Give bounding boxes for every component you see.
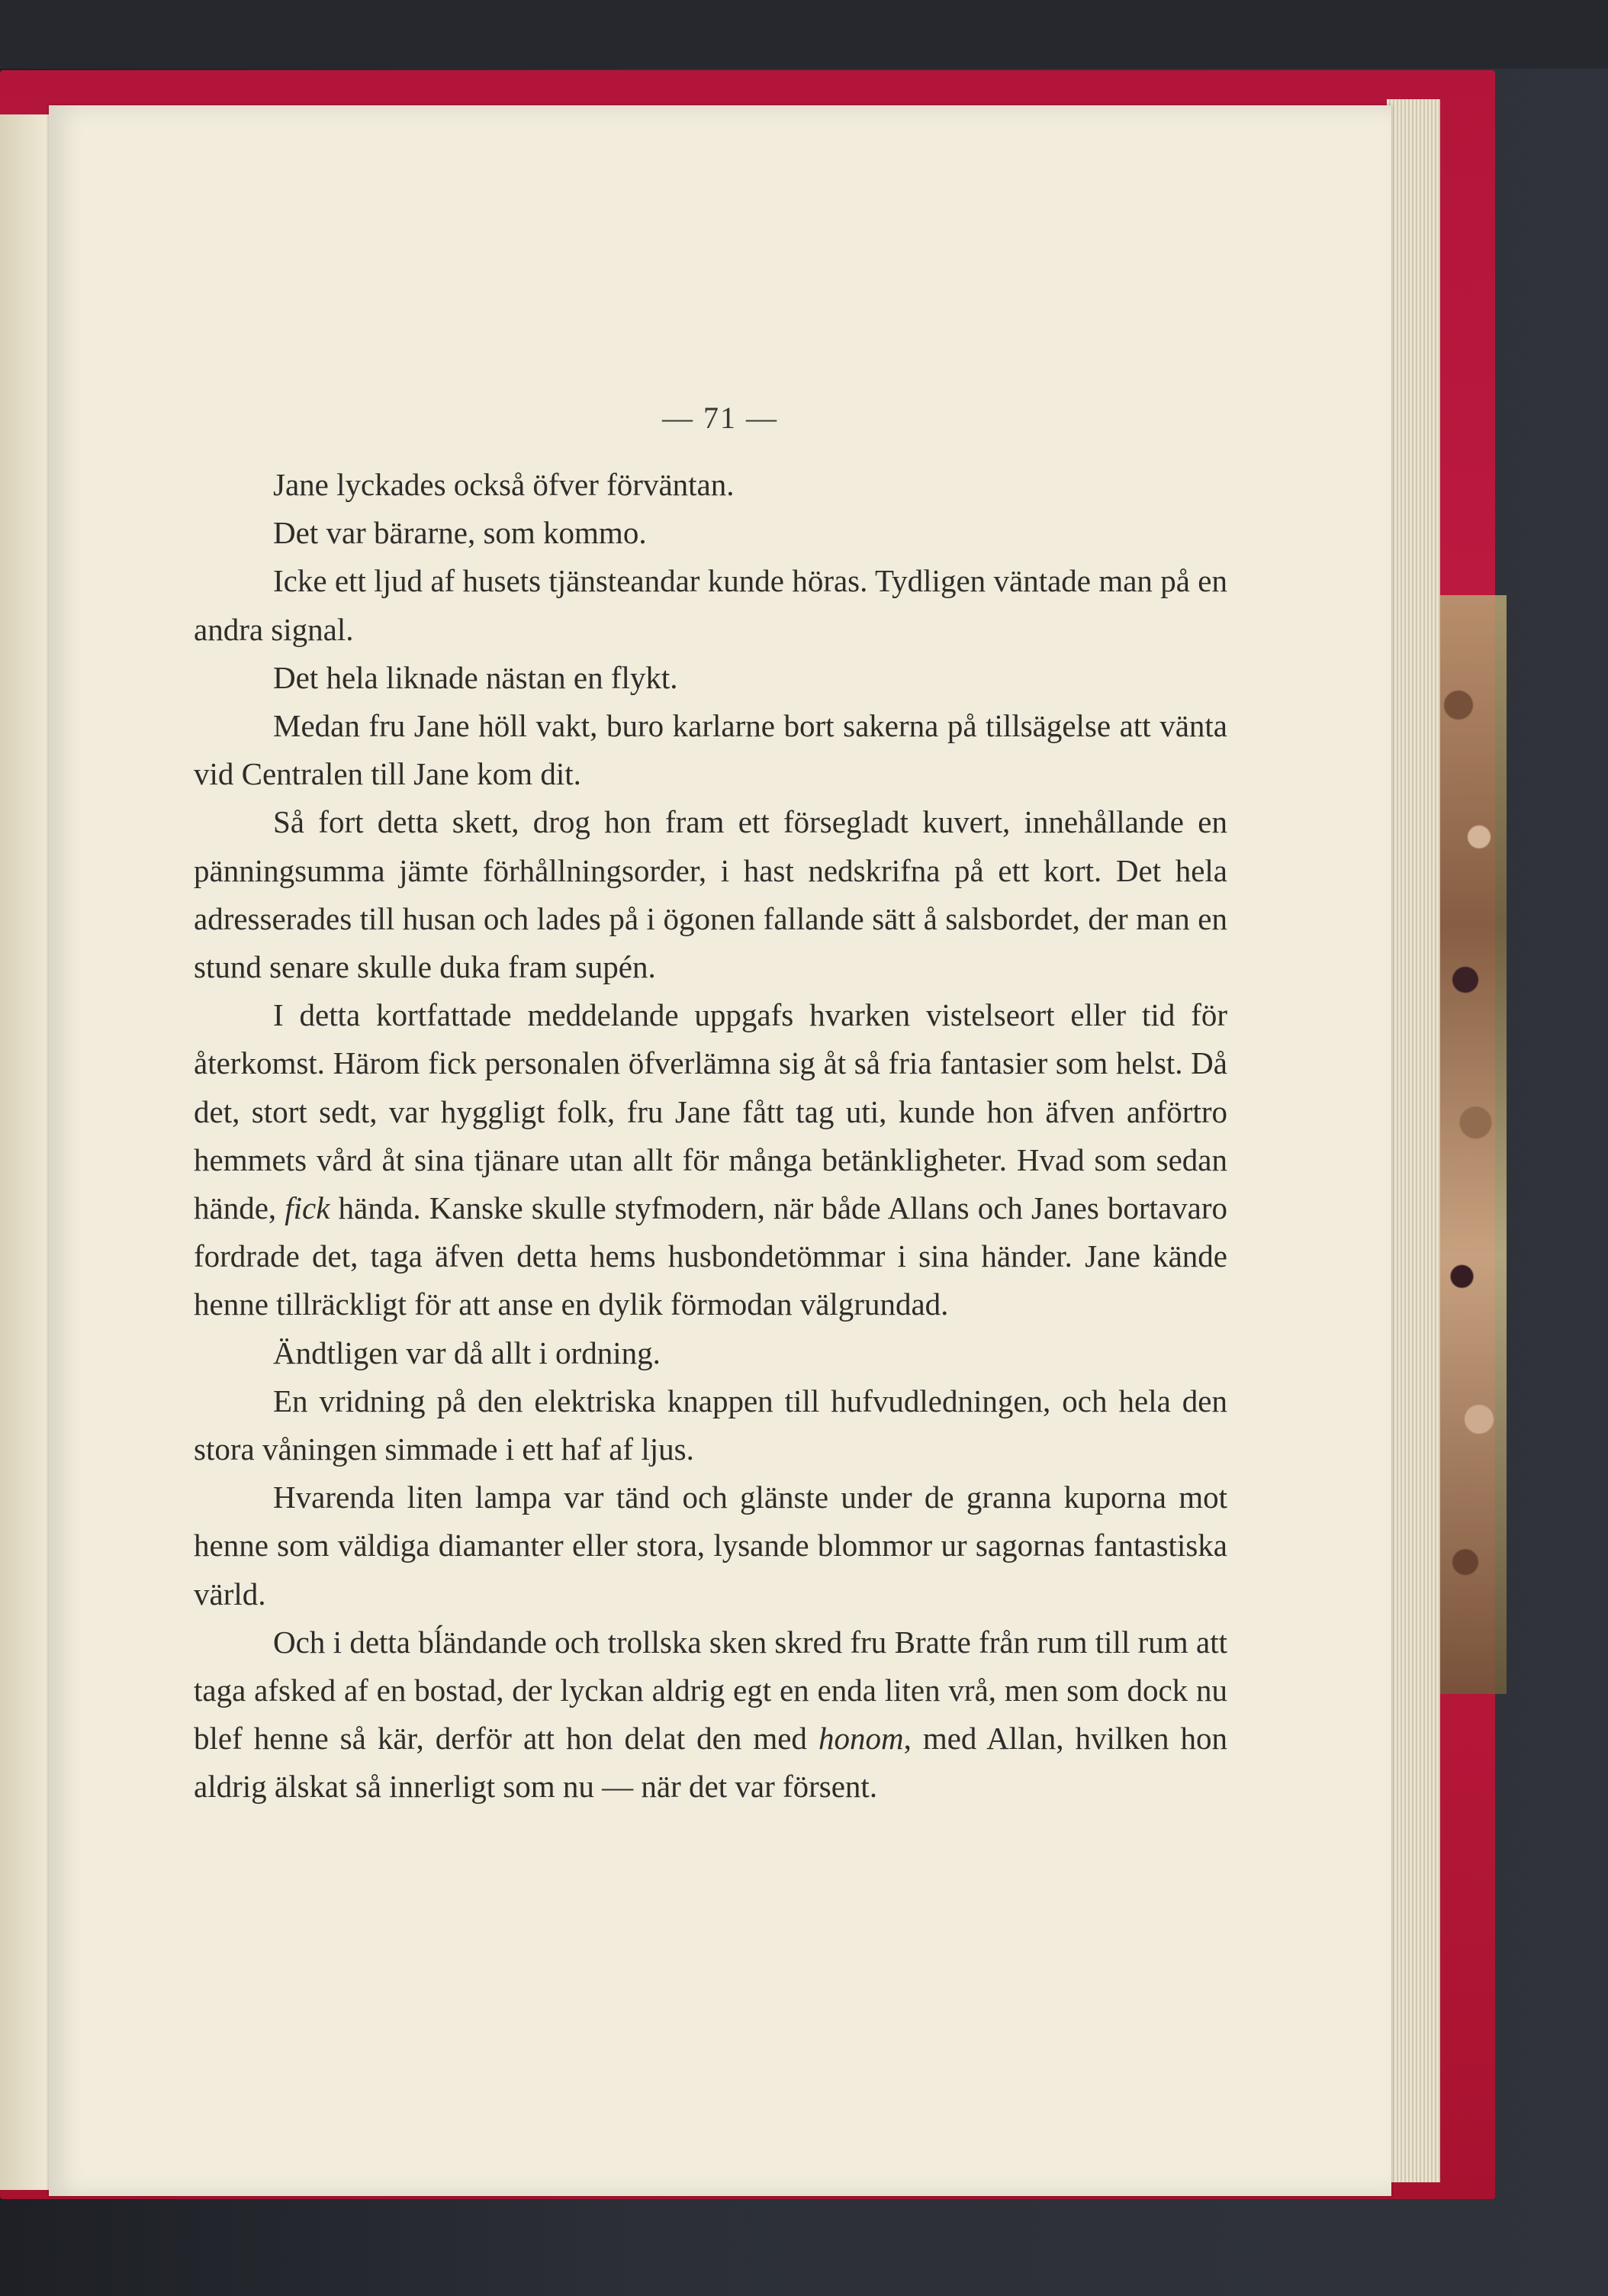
italic-word: fick — [285, 1190, 330, 1226]
italic-word: honom — [818, 1721, 904, 1757]
page-edges — [1387, 99, 1440, 2182]
book-page — [49, 105, 1391, 2196]
paragraph: Hvarenda liten lampa var tänd och glänste under de granna kuporna mot henne som väldiga diamanter eller stora, lysande blommor ur sagornas fantastiska värld. — [194, 1480, 1227, 1612]
page-number: — 71 — — [662, 401, 778, 435]
paragraph-text: hända. Kanske skulle styfmodern, när både Allans och Janes bortavaro fordrade det, taga äfven detta hems husbondetömmar i sina händer. Jane kände henne tillräckligt för att anse en dylik förmodan välgrundad. — [194, 1190, 1227, 1322]
left-page-edge — [0, 114, 52, 2190]
paragraph — [194, 991, 1227, 1328]
body-text — [194, 461, 1227, 1811]
paragraph: Det var bärarne, som kommo. — [273, 515, 647, 551]
paragraph: Så fort detta skett, drog hon fram ett försegladt kuvert, innehållande en pänningsumma jämte förhållningsorder, i hast nedskrifna på ett kort. Det hela adresserades till husan och lades på i ögonen fallande sätt å salsbordet, der man en stund senare skulle duka fram supén. — [194, 804, 1227, 985]
paragraph: Jane lyckades också öfver förväntan. — [273, 467, 735, 502]
paragraph: En vridning på den elektriska knappen till hufvudledningen, och hela den stora våningen simmade i ett haf af ljus. — [194, 1383, 1227, 1467]
top-strip — [0, 0, 1608, 69]
paragraph: Icke ett ljud af husets tjänsteandar kunde höras. Tydligen väntade man på en andra signal. — [194, 563, 1227, 647]
paragraph-text: I detta kortfattade meddelande uppgafs hvarken vistelseort eller tid för återkomst. Härom fick personalen öfverlämna sig åt så fria fantasier som helst. Då det, stort sedt, var hyggligt folk, fru Jane fått tag uti, kunde hon äfven anförtro hemmets vård åt sina tjänare utan allt för många betänkligheter. Hvad som sedan hände, — [194, 997, 1227, 1226]
paragraph-text: , med Allan, hvilken hon aldrig älskat så innerligt som nu — när det var försent. — [194, 1721, 1227, 1805]
paragraph: Medan fru Jane höll vakt, buro karlarne bort sakerna på tillsägelse att vänta vid Centralen till Jane kom dit. — [194, 708, 1227, 792]
paragraph: Det hela liknade nästan en flykt. — [273, 659, 678, 695]
marbled-endpaper — [1438, 595, 1507, 1694]
paragraph-text: Och i detta bĺändande och trollska sken skred fru Bratte från rum till rum att taga afsked af en bostad, der lyckan aldrig egt en enda liten vrå, men som dock nu blef henne så kär, derför att hon delat den med — [194, 1624, 1227, 1757]
paragraph: Ändtligen var då allt i ordning. — [273, 1335, 661, 1370]
paragraph — [194, 1618, 1227, 1811]
